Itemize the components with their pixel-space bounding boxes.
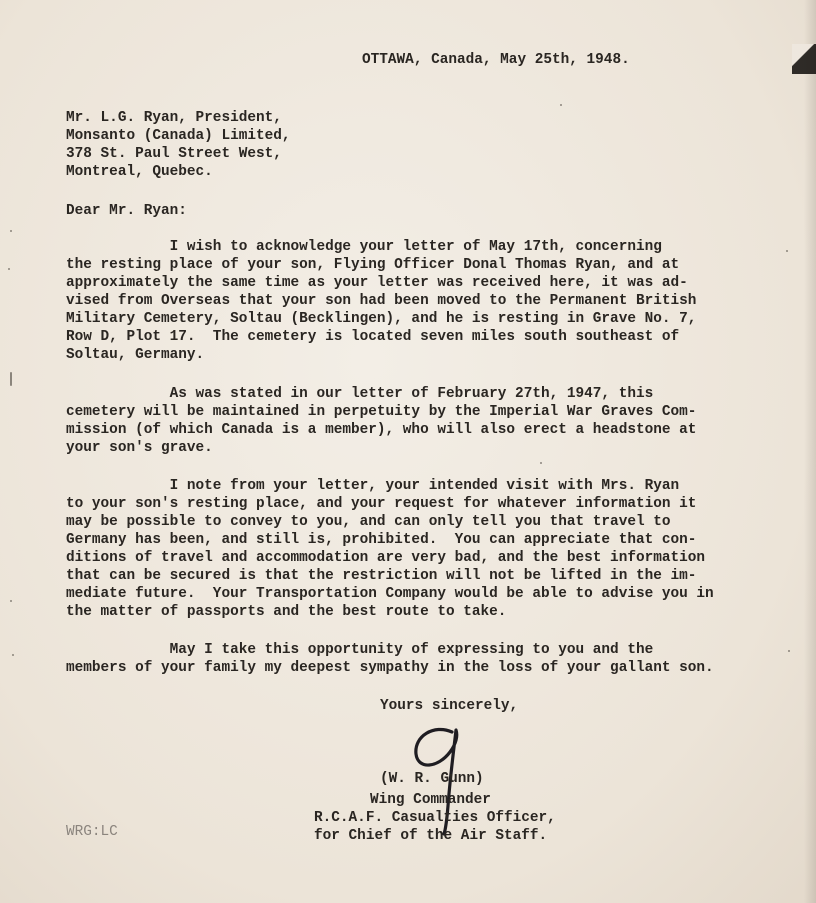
paragraph-line: Row D, Plot 17. The cemetery is located seven miles south southeast of (66, 329, 680, 345)
paper-speck (560, 104, 562, 106)
paragraph-line: to your son's resting place, and your request for whatever information it (66, 496, 697, 512)
paper-speck (10, 600, 12, 602)
paper-speck (12, 654, 14, 656)
paragraph-line: Military Cemetery, Soltau (Becklingen), and he is resting in Grave No. 7, (66, 311, 697, 327)
signer-name: (W. R. Gunn) (380, 771, 484, 787)
signer-title: R.C.A.F. Casualties Officer, (314, 810, 556, 826)
letter-date: OTTAWA, Canada, May 25th, 1948. (362, 52, 630, 68)
paragraph-line: vised from Overseas that your son had been moved to the Permanent British (66, 293, 697, 309)
paragraph-line: Germany has been, and still is, prohibited. You can appreciate that con- (66, 532, 697, 548)
address-line: 378 St. Paul Street West, (66, 146, 282, 162)
paper-speck (10, 230, 12, 232)
salutation: Dear Mr. Ryan: (66, 203, 187, 219)
paper-speck (788, 650, 790, 652)
paper-corner-tear (792, 44, 816, 74)
paragraph-line: cemetery will be maintained in perpetuity by the Imperial War Graves Com- (66, 404, 697, 420)
paragraph-line: mediate future. Your Transportation Company would be able to advise you in (66, 586, 714, 602)
paragraph-line: I note from your letter, your intended visit with Mrs. Ryan (66, 478, 680, 494)
paragraph-line: members of your family my deepest sympathy in the loss of your gallant son. (66, 660, 714, 676)
signer-office: for Chief of the Air Staff. (314, 828, 548, 844)
paragraph-line: I wish to acknowledge your letter of May 17th, concerning (66, 239, 662, 255)
paragraph-line: your son's grave. (66, 440, 213, 456)
paper-speck (540, 462, 542, 464)
paragraph-line: approximately the same time as your letter was received here, it was ad- (66, 275, 688, 291)
paragraph-line: ditions of travel and accommodation are very bad, and the best information (66, 550, 706, 566)
signer-rank: Wing Commander (370, 792, 491, 808)
address-line: Monsanto (Canada) Limited, (66, 128, 291, 144)
paper-speck (8, 268, 10, 270)
paper-speck (10, 372, 12, 386)
paper-speck (786, 250, 788, 252)
paper-edge-shadow (804, 0, 816, 903)
address-line: Montreal, Quebec. (66, 164, 213, 180)
address-line: Mr. L.G. Ryan, President, (66, 110, 282, 126)
paragraph-line: the resting place of your son, Flying Officer Donal Thomas Ryan, and at (66, 257, 680, 273)
paragraph-line: May I take this opportunity of expressing to you and the (66, 642, 654, 658)
paragraph-line: As was stated in our letter of February 27th, 1947, this (66, 386, 654, 402)
reference-initials: WRG:LC (66, 824, 118, 840)
paragraph-line: that can be secured is that the restriction will not be lifted in the im- (66, 568, 697, 584)
closing: Yours sincerely, (380, 698, 519, 714)
paragraph-line: Soltau, Germany. (66, 347, 205, 363)
paragraph-line: the matter of passports and the best route to take. (66, 604, 507, 620)
paragraph-line: mission (of which Canada is a member), who will also erect a headstone at (66, 422, 697, 438)
paragraph-line: may be possible to convey to you, and can only tell you that travel to (66, 514, 671, 530)
